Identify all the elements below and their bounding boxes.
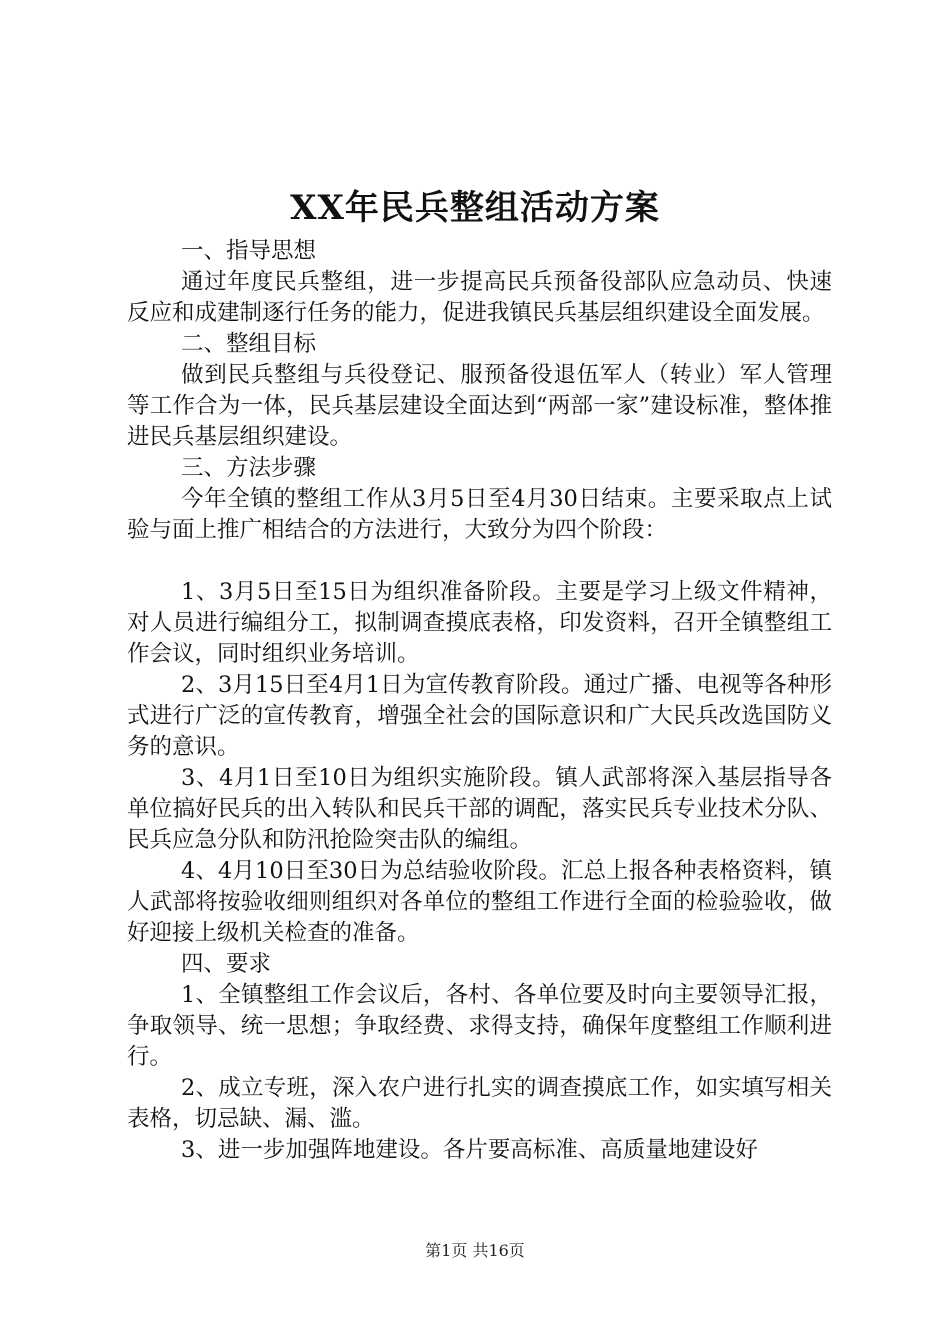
section-heading-guiding-ideology: 一、指导思想 bbox=[181, 238, 317, 264]
document-body bbox=[127, 236, 832, 1166]
section-heading-goals: 二、整组目标 bbox=[181, 331, 317, 357]
paragraph-requirement-1: 1、全镇整组工作会议后，各村、各单位要及时向主要领导汇报，争取领导、统一思想；争取经费、求得支持，确保年度整组工作顺利进行。 bbox=[127, 982, 832, 1070]
document-title: XX年民兵整组活动方案 bbox=[290, 188, 660, 228]
paragraph-stage-2: 2、3月15日至4月1日为宣传教育阶段。通过广播、电视等各种形式进行广泛的宣传教育，增强全社会的国际意识和广大民兵改选国防义务的意识。 bbox=[127, 672, 832, 760]
paragraph-requirement-2: 2、成立专班，深入农户进行扎实的调查摸底工作，如实填写相关表格，切忌缺、漏、滥。 bbox=[127, 1075, 832, 1132]
section-heading-requirements: 四、要求 bbox=[181, 951, 272, 977]
paragraph: 做到民兵整组与兵役登记、服预备役退伍军人（转业）军人管理等工作合为一体，民兵基层建设全面达到“两部一家”建设标准，整体推进民兵基层组织建设。 bbox=[127, 362, 832, 450]
paragraph-stage-1: 1、3月5日至15日为组织准备阶段。主要是学习上级文件精神，对人员进行编组分工，拟制调查摸底表格，印发资料，召开全镇整组工作会议，同时组织业务培训。 bbox=[127, 579, 832, 667]
paragraph: 通过年度民兵整组，进一步提高民兵预备役部队应急动员、快速反应和成建制逐行任务的能力，促进我镇民兵基层组织建设全面发展。 bbox=[127, 269, 832, 326]
paragraph-stage-3: 3、4月1日至10日为组织实施阶段。镇人武部将深入基层指导各单位搞好民兵的出入转队和民兵干部的调配，落实民兵专业技术分队、民兵应急分队和防汛抢险突击队的编组。 bbox=[127, 765, 832, 853]
paragraph-requirement-3: 3、进一步加强阵地建设。各片要高标准、高质量地建设好 bbox=[181, 1137, 758, 1163]
section-heading-methods: 三、方法步骤 bbox=[181, 455, 317, 481]
paragraph-stage-4: 4、4月10日至30日为总结验收阶段。汇总上报各种表格资料，镇人武部将按验收细则组织对各单位的整组工作进行全面的检验验收，做好迎接上级机关检查的准备。 bbox=[127, 858, 832, 946]
page-number-footer: 第1页 共16页 bbox=[425, 1241, 525, 1260]
paragraph: 今年全镇的整组工作从3月5日至4月30日结束。主要采取点上试验与面上推广相结合的方法进行，大致分为四个阶段： bbox=[127, 486, 832, 543]
